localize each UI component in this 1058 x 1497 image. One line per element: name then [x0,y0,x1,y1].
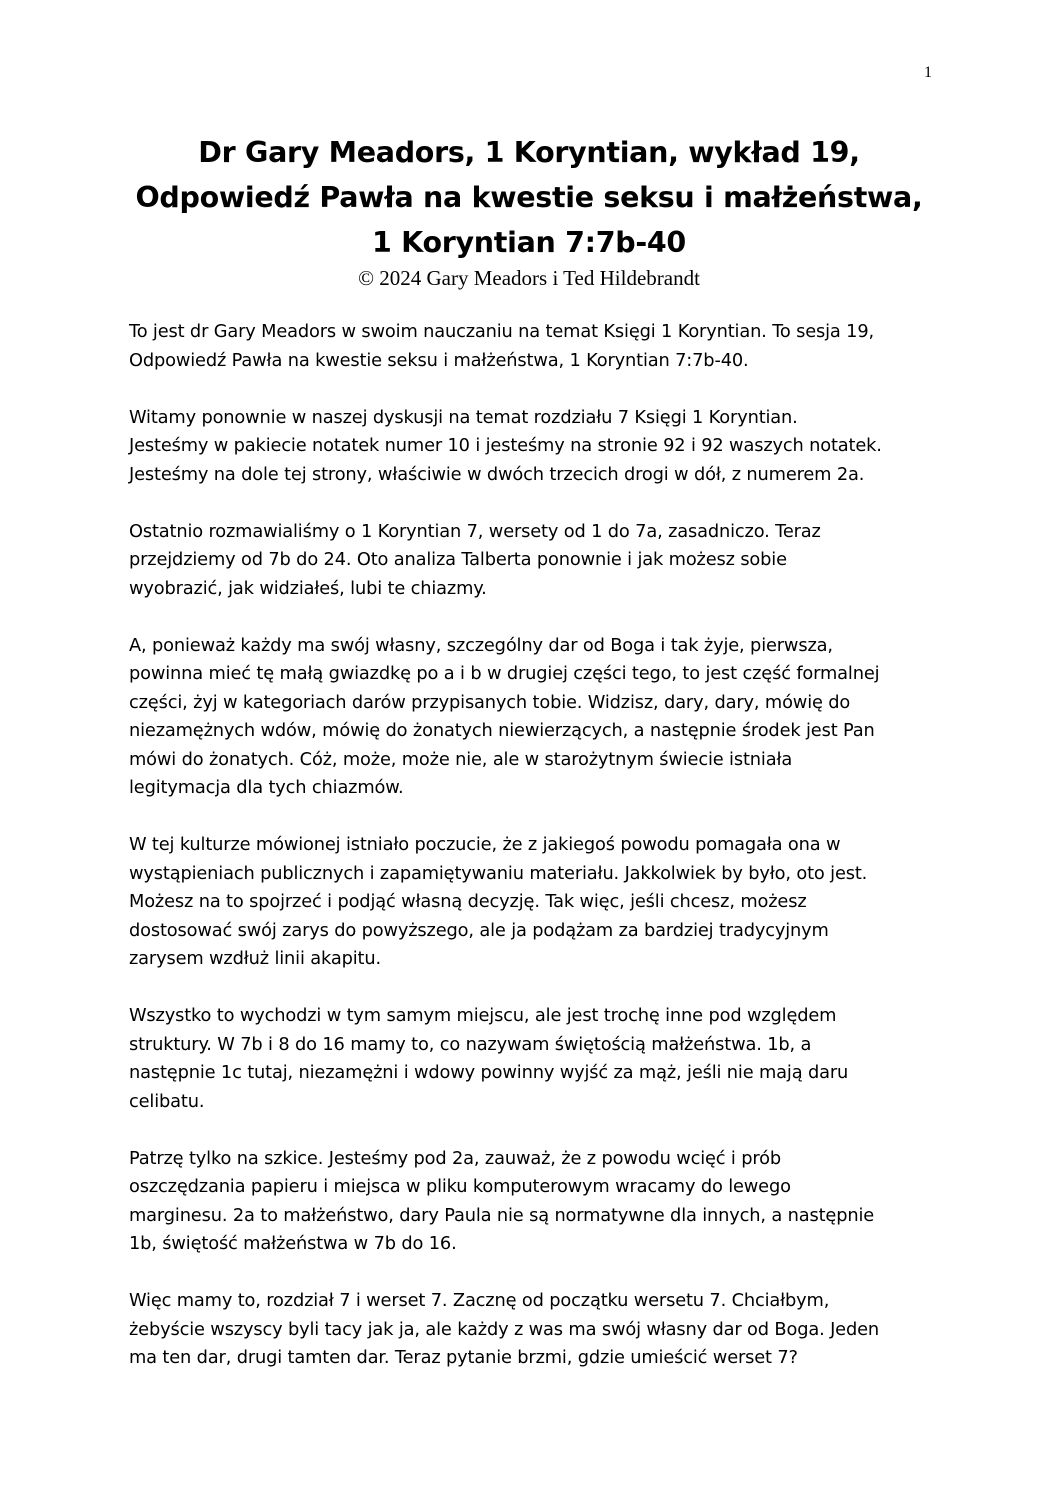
paragraph-line: przejdziemy od 7b do 24. Oto analiza Talberta ponownie i jak możesz sobie [129,549,787,570]
title-line-2: Odpowiedź Pawła na kwestie seksu i małżeństwa, [135,181,923,214]
paragraph [129,632,939,803]
paragraph-line: celibatu. [129,1090,205,1112]
paragraph-line: niezamężnych wdów, mówię do żonatych niewierzących, a następnie środek jest Pan [129,720,875,741]
title-line-1: Dr Gary Meadors, 1 Koryntian, wykład 19, [198,136,860,169]
paragraph-line: Więc mamy to, rozdział 7 i werset 7. Zacznę od początku wersetu 7. Chciałbym, [129,1290,830,1311]
paragraph [129,1002,939,1116]
paragraph [129,831,939,974]
paragraph [129,518,939,604]
paragraph-line: dostosować swój zarys do powyższego, ale ja podążam za bardziej tradycyjnym [129,919,829,941]
paragraph-line: następnie 1c tutaj, niezamężni i wdowy powinny wyjść za mąż, jeśli nie mają daru [129,1062,849,1083]
paragraph [129,318,939,375]
paragraph-line: Witamy ponownie w naszej dyskusji na temat rozdziału 7 Księgi 1 Koryntian. [129,406,798,428]
paragraph-line: Patrzę tylko na szkice. Jesteśmy pod 2a, zauważ, że z powodu wcięć i prób [129,1147,781,1169]
paragraph-line: marginesu. 2a to małżeństwo, dary Paula nie są normatywne dla innych, a następnie [129,1204,875,1226]
paragraph-line: części, żyj w kategoriach darów przypisanych tobie. Widzisz, dary, dary, mówię do [129,691,851,713]
paragraph [129,1145,939,1259]
document-body [129,318,939,1401]
paragraph-line: Odpowiedź Pawła na kwestie seksu i małżeństwa, 1 Koryntian 7:7b-40. [129,349,749,371]
paragraph-line: wyobrazić, jak widziałeś, lubi te chiazmy. [129,577,487,599]
document-header [100,130,958,291]
paragraph-line: oszczędzania papieru i miejsca w pliku komputerowym wracamy do lewego [129,1176,791,1197]
paragraph-line: legitymacja dla tych chiazmów. [129,777,404,798]
paragraph-line: W tej kulturze mówionej istniało poczucie, że z jakiegoś powodu pomagała ona w [129,834,841,855]
paragraph-line: wystąpieniach publicznych i zapamiętywaniu materiału. Jakkolwiek by było, oto jest. [129,862,868,884]
paragraph-line: Wszystko to wychodzi w tym samym miejscu, ale jest trochę inne pod względem [129,1005,837,1026]
paragraph-line: mówi do żonatych. Cóż, może, może nie, ale w starożytnym świecie istniała [129,748,793,770]
paragraph-line: ma ten dar, drugi tamten dar. Teraz pytanie brzmi, gdzie umieścić werset 7? [129,1347,798,1368]
paragraph-line: powinna mieć tę małą gwiazdkę po a i b w drugiej części tego, to jest część formalnej [129,663,880,684]
paragraph-line: Możesz na to spojrzeć i podjąć własną decyzję. Tak więc, jeśli chcesz, możesz [129,891,807,912]
paragraph-line: Ostatnio rozmawialiśmy o 1 Koryntian 7, wersety od 1 do 7a, zasadniczo. Teraz [129,520,821,542]
paragraph-line: Jesteśmy w pakiecie notatek numer 10 i jesteśmy na stronie 92 i 92 waszych notatek. [129,435,882,456]
paragraph-line: zarysem wzdłuż linii akapitu. [129,948,381,969]
paragraph-line: struktury. W 7b i 8 do 16 mamy to, co nazywam świętością małżeństwa. 1b, a [129,1033,812,1055]
paragraph [129,404,939,490]
paragraph-line: Jesteśmy na dole tej strony, właściwie w dwóch trzecich drogi w dół, z numerem 2a. [129,463,865,485]
paragraph-line: A, ponieważ każdy ma swój własny, szczególny dar od Boga i tak żyje, pierwsza, [129,634,833,656]
paragraph-line: To jest dr Gary Meadors w swoim nauczaniu na temat Księgi 1 Koryntian. To sesja 19, [129,321,874,342]
title-line-3: 1 Koryntian 7:7b-40 [372,226,686,259]
paragraph-line: 1b, świętość małżeństwa w 7b do 16. [129,1233,457,1254]
paragraph [129,1287,939,1373]
copyright-line: © 2024 Gary Meadors i Ted Hildebrandt [358,266,700,290]
page-number: 1 [924,64,932,81]
paragraph-line: żebyście wszyscy byli tacy jak ja, ale każdy z was ma swój własny dar od Boga. Jeden [129,1318,880,1340]
